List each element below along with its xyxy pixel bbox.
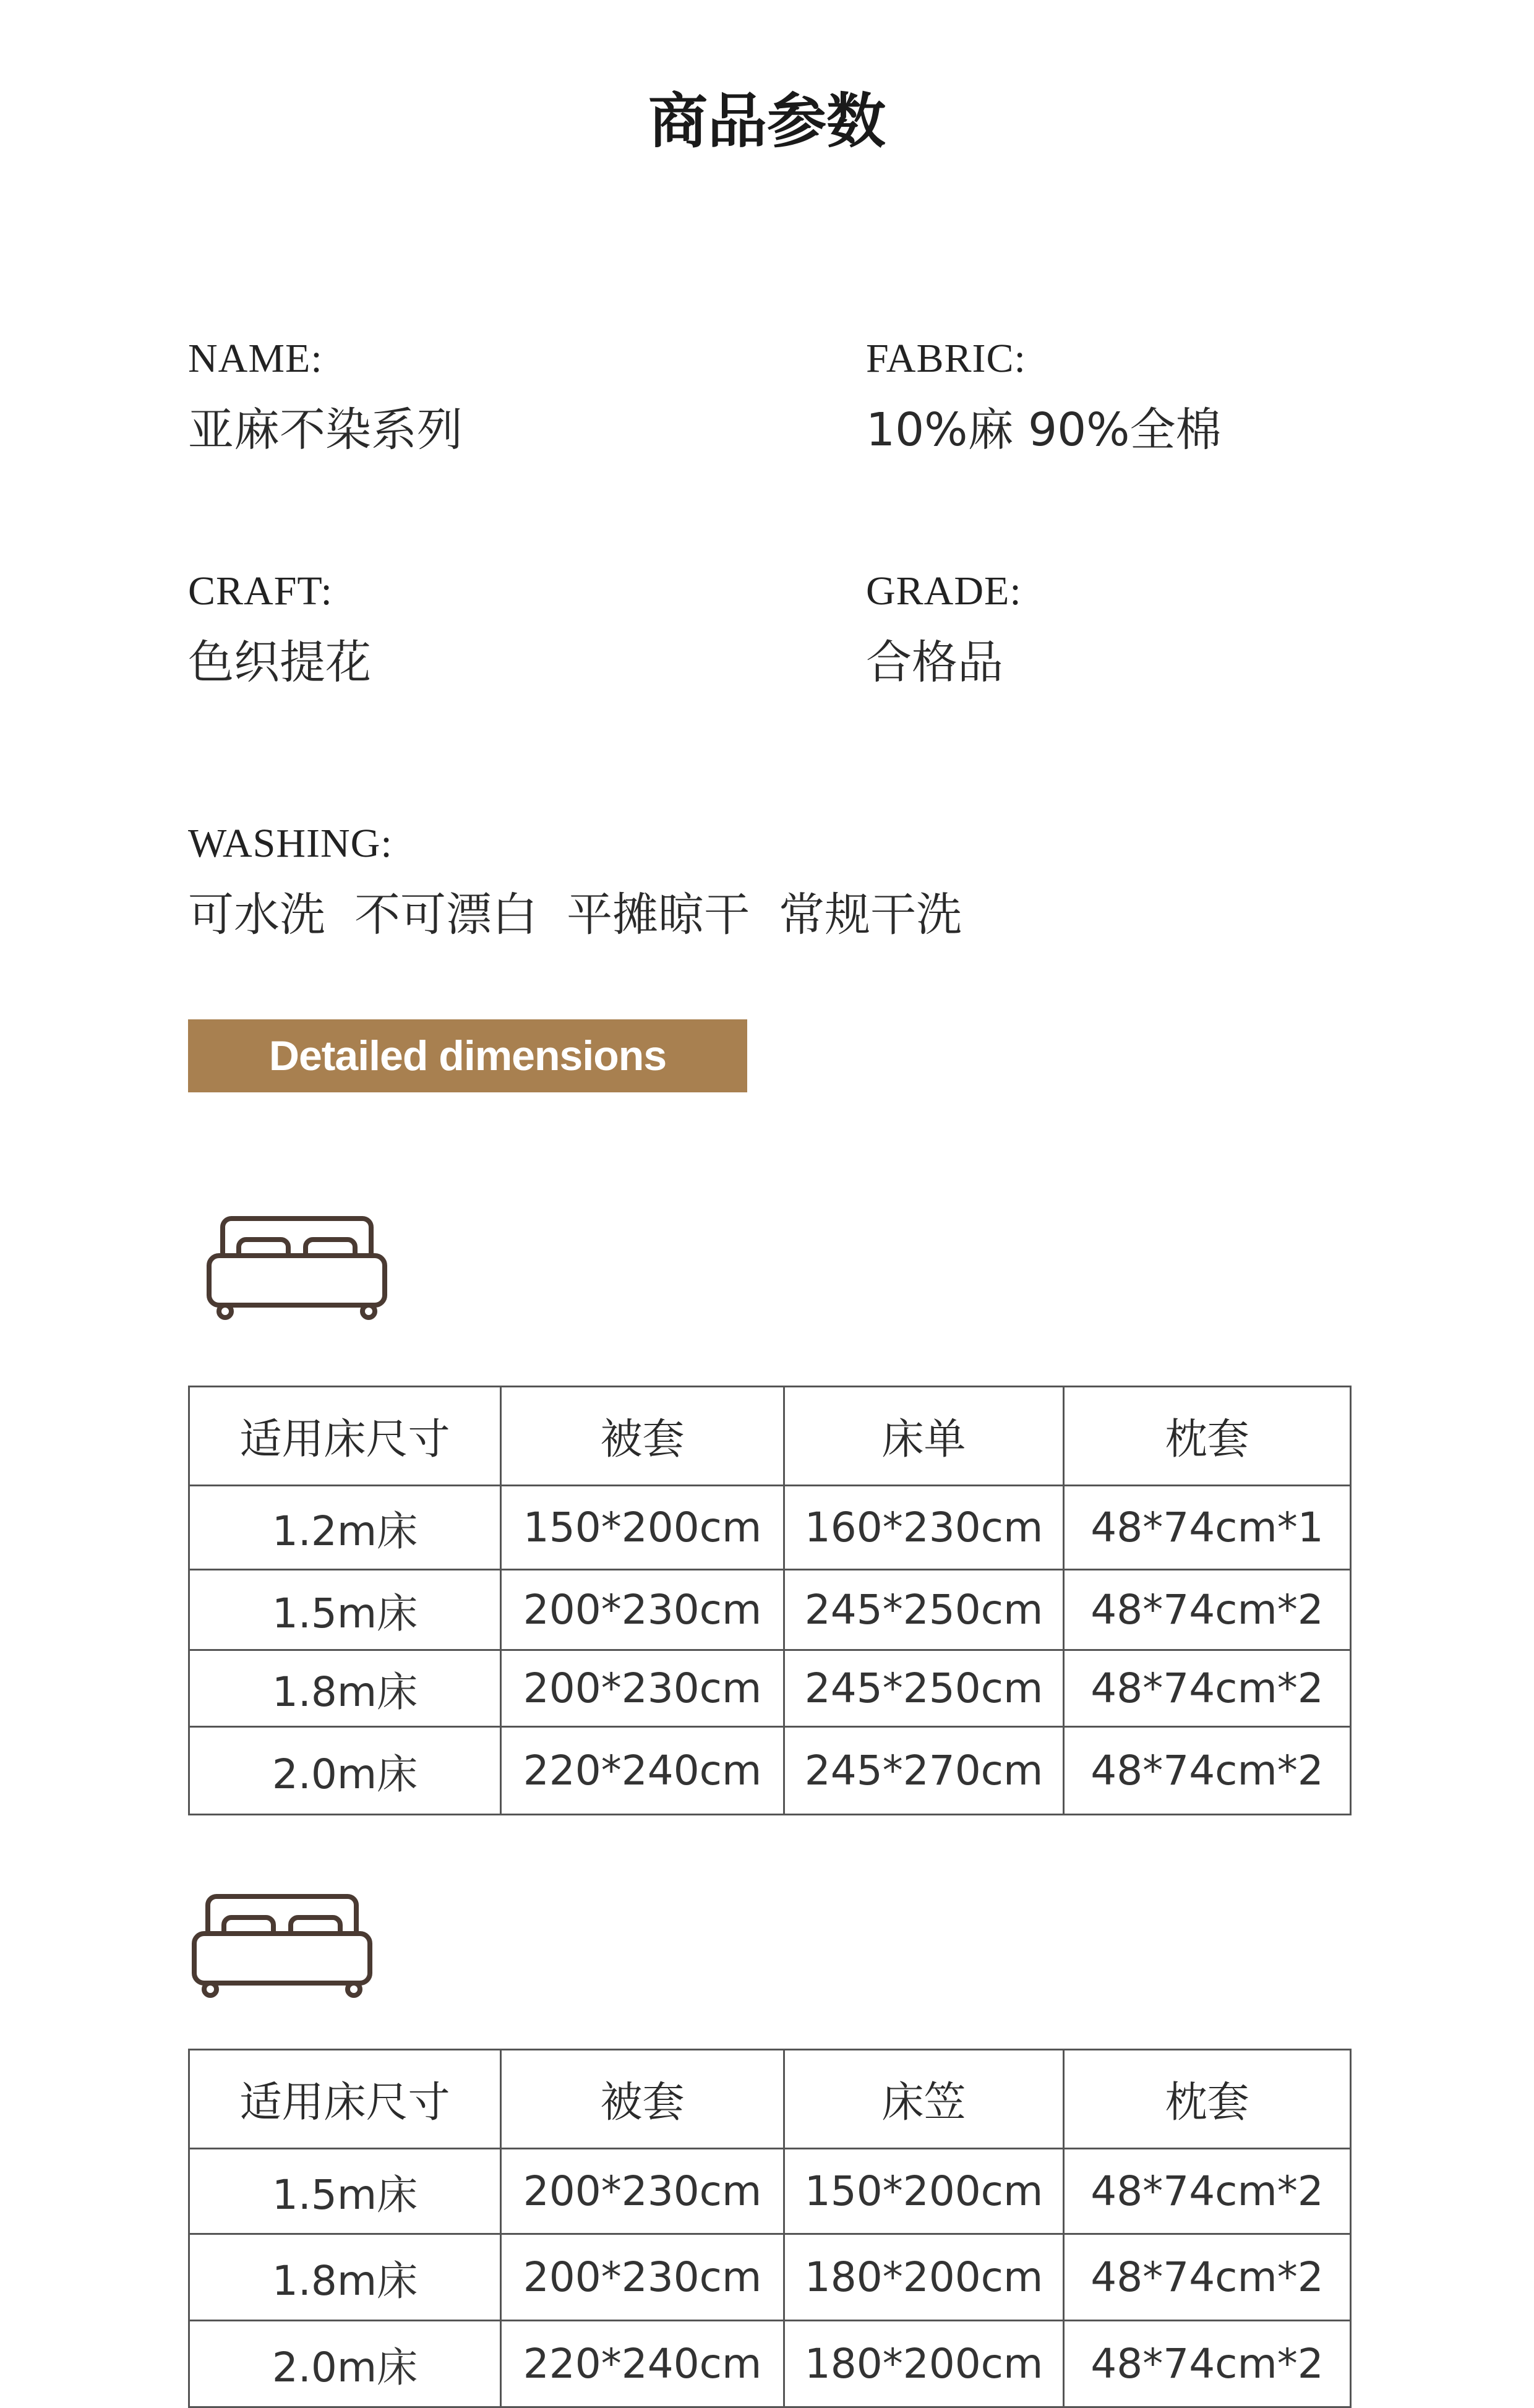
table-cell: 220*240cm <box>501 1727 784 1815</box>
header-cell: 被套 <box>501 2050 784 2149</box>
table-row <box>189 2234 1351 2321</box>
table-cell: 48*74cm*2 <box>1064 1650 1351 1727</box>
table-cell: 150*200cm <box>784 2149 1064 2234</box>
param-name-value: 亚麻不染系列 <box>188 403 463 456</box>
table-cell: 1.8m床 <box>189 2234 501 2321</box>
param-grade-value: 合格品 <box>866 636 1003 689</box>
table-cell: 2.0m床 <box>189 2321 501 2407</box>
table-row <box>189 2149 1351 2234</box>
param-craft-label: CRAFT: <box>188 568 333 614</box>
table-cell: 1.2m床 <box>189 1486 501 1570</box>
header-cell: 适用床尺寸 <box>189 1387 501 1486</box>
header-cell: 适用床尺寸 <box>189 2050 501 2149</box>
table-cell: 160*230cm <box>784 1486 1064 1570</box>
param-washing <box>188 819 962 943</box>
table-cell: 150*200cm <box>501 1486 784 1570</box>
header-cell: 枕套 <box>1064 2050 1351 2149</box>
table-cell: 180*200cm <box>784 2321 1064 2407</box>
table-cell: 48*74cm*2 <box>1064 1727 1351 1815</box>
param-fabric <box>866 334 1221 458</box>
table-cell: 1.8m床 <box>189 1650 501 1727</box>
header-cell: 被套 <box>501 1387 784 1486</box>
param-washing-value: 可水洗 不可漂白 平摊晾干 常规干洗 <box>188 888 962 941</box>
table-cell: 245*250cm <box>784 1650 1064 1727</box>
table-cell: 1.5m床 <box>189 1570 501 1650</box>
param-craft-value: 色织提花 <box>188 636 371 689</box>
size-table-fitted <box>188 2049 1352 2408</box>
param-craft <box>188 567 371 690</box>
param-fabric-value: 10%麻 90%全棉 <box>866 403 1222 456</box>
table-cell: 48*74cm*2 <box>1064 2234 1351 2321</box>
table-header-row <box>189 2050 1351 2149</box>
param-fabric-label: FABRIC: <box>866 336 1026 381</box>
table-row <box>189 1727 1351 1815</box>
table-row <box>189 1486 1351 1570</box>
table-cell: 48*74cm*2 <box>1064 1570 1351 1650</box>
table-cell: 48*74cm*2 <box>1064 2321 1351 2407</box>
bed-icon <box>189 1890 375 2002</box>
table-cell: 200*230cm <box>501 2234 784 2321</box>
param-grade-label: GRADE: <box>866 568 1022 614</box>
param-grade <box>866 567 1022 690</box>
param-name <box>188 334 463 458</box>
table-cell: 245*270cm <box>784 1727 1064 1815</box>
table-cell: 48*74cm*1 <box>1064 1486 1351 1570</box>
table-cell: 2.0m床 <box>189 1727 501 1815</box>
table-row <box>189 1650 1351 1727</box>
detailed-dimensions-badge: Detailed dimensions <box>188 1019 747 1092</box>
table-cell: 200*230cm <box>501 1570 784 1650</box>
table-cell: 245*250cm <box>784 1570 1064 1650</box>
table-cell: 1.5m床 <box>189 2149 501 2234</box>
table-row <box>189 1570 1351 1650</box>
size-table-sheet <box>188 1386 1352 1815</box>
table-cell: 180*200cm <box>784 2234 1064 2321</box>
param-name-label: NAME: <box>188 336 323 381</box>
bed-icon <box>204 1212 390 1324</box>
table-cell: 48*74cm*2 <box>1064 2149 1351 2234</box>
table-cell: 200*230cm <box>501 2149 784 2234</box>
header-cell: 床单 <box>784 1387 1064 1486</box>
header-cell: 枕套 <box>1064 1387 1351 1486</box>
table-cell: 220*240cm <box>501 2321 784 2407</box>
param-washing-label: WASHING: <box>188 821 393 866</box>
table-header-row <box>189 1387 1351 1486</box>
table-row <box>189 2321 1351 2407</box>
page-title: 商品参数 <box>648 87 886 156</box>
header-cell: 床笠 <box>784 2050 1064 2149</box>
table-cell: 200*230cm <box>501 1650 784 1727</box>
